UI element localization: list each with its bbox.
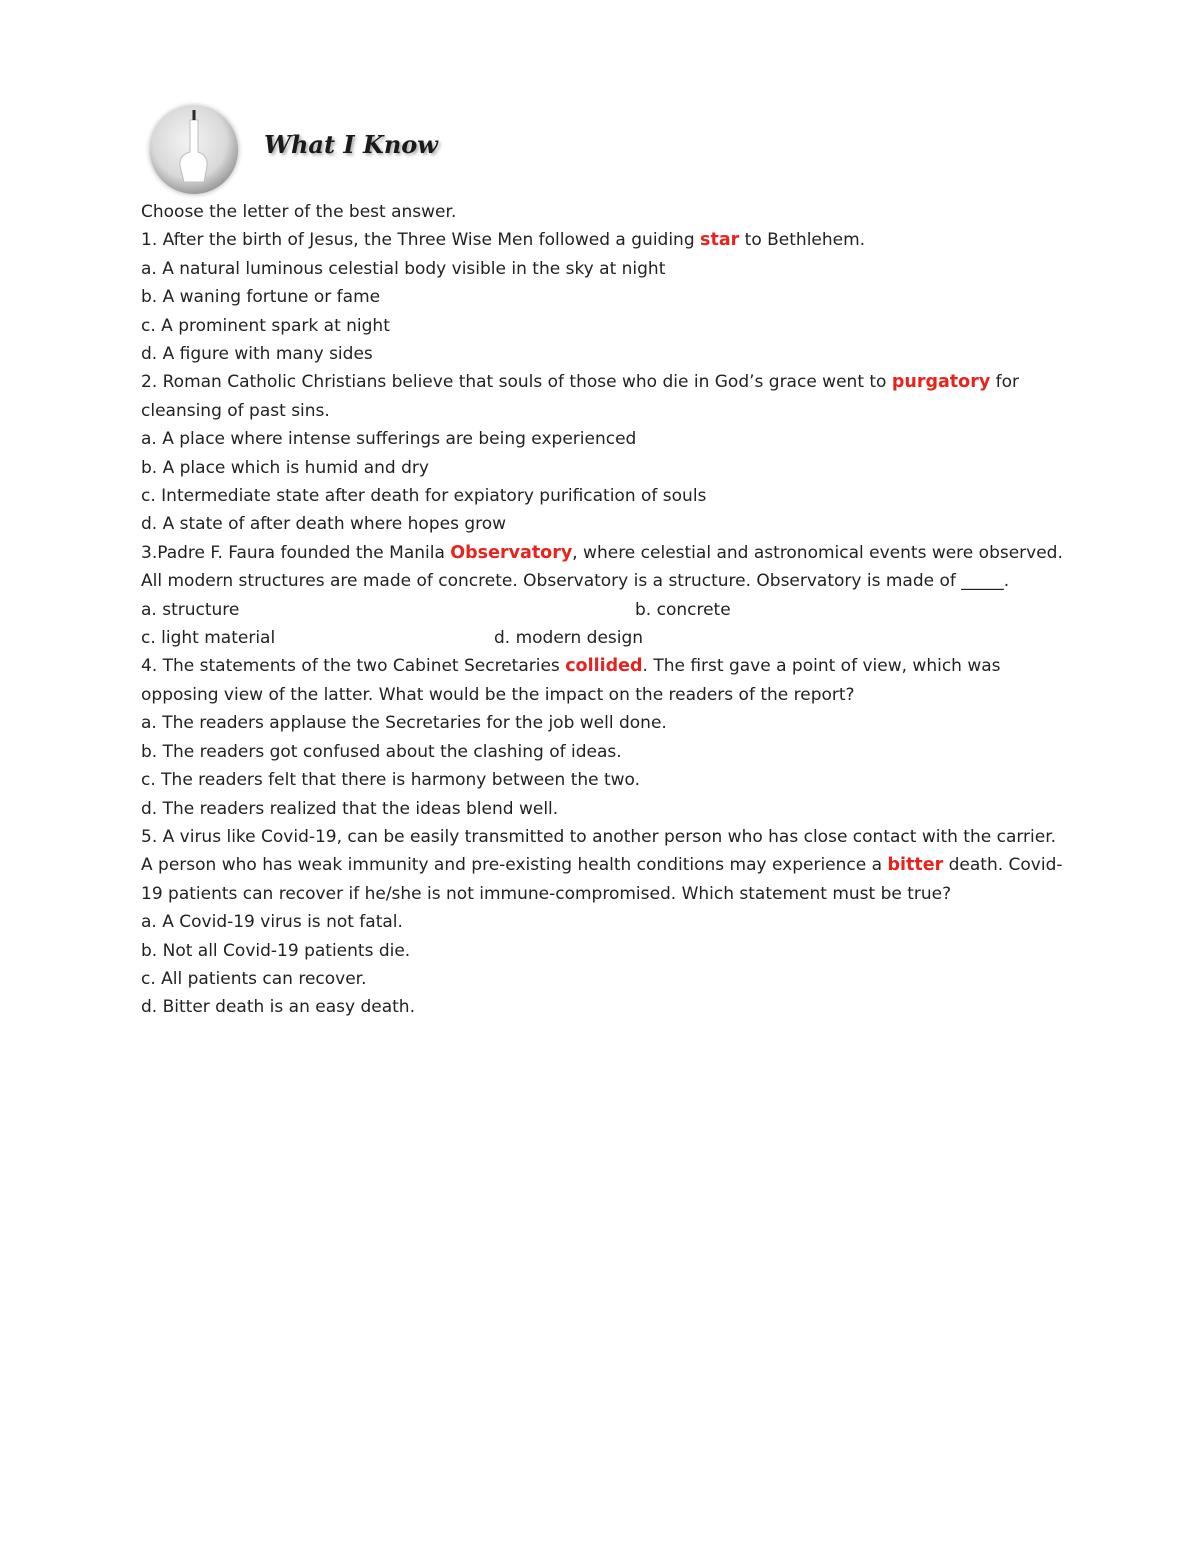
question-3-choices-row-2: [141, 624, 1066, 652]
question-5: [141, 823, 1066, 908]
question-4-choice-b: b. The readers got confused about the clashing of ideas.: [141, 741, 622, 762]
question-2-choice-b: b. A place which is humid and dry: [141, 457, 429, 478]
question-5-keyword: bitter: [887, 855, 944, 876]
question-3-choice-c: c. light material: [141, 628, 276, 649]
section-header: [140, 100, 480, 200]
question-1-choice-b: b. A waning fortune or fame: [141, 287, 381, 308]
question-5-choice-c: c. All patients can recover.: [141, 968, 367, 989]
question-3: [141, 539, 1066, 596]
question-3-text-end: , where celestial and astronomical events were observed. All modern structures are made of concrete. Observatory is a structure. Observatory is made of _____.: [141, 542, 1063, 592]
question-4-choice-d: d. The readers realized that the ideas blend well.: [141, 798, 559, 819]
instruction: Choose the letter of the best answer.: [141, 202, 457, 222]
question-1-keyword: star: [700, 230, 740, 251]
question-4-text-end: . The first gave a point of view, which was opposing view of the latter. What would be the impact on the readers of the report?: [141, 656, 1001, 705]
question-3-choice-d: d. modern design: [494, 628, 644, 649]
question-1-text: 1. After the birth of Jesus, the Three Wise Men followed a guiding: [141, 230, 701, 251]
question-2-keyword: purgatory: [891, 372, 991, 393]
question-3-choices-row-1: [141, 596, 1066, 624]
question-2: [141, 368, 1066, 425]
question-2-choice-c: c. Intermediate state after death for expiatory purification of souls: [141, 486, 707, 507]
question-2-text-end: for cleansing of past sins.: [141, 372, 1020, 421]
question-4: [141, 652, 1066, 709]
question-3-choice-a: a. structure: [141, 599, 240, 620]
question-3-keyword: Observatory: [450, 542, 573, 563]
question-1-text-end: to Bethlehem.: [739, 230, 866, 251]
question-4-choice-c: c. The readers felt that there is harmony between the two.: [141, 770, 641, 791]
question-5-text-end: death. Covid-19 patients can recover if he/she is not immune-compromised. Which statement must be true?: [141, 855, 1063, 904]
question-4-text: 4. The statements of the two Cabinet Secretaries: [141, 656, 566, 677]
question-1-choice-c: c. A prominent spark at night: [141, 315, 390, 336]
question-5-text: 5. A virus like Covid-19, can be easily transmitted to another person who has close contact with the carrier. A person who has weak immunity and pre-existing health conditions may experience a: [141, 826, 1057, 876]
question-4-choice-a: a. The readers applause the Secretaries for the job well done.: [141, 713, 667, 734]
question-5-choice-a: a. A Covid-19 virus is not fatal.: [141, 912, 403, 933]
finger-up-icon: [140, 100, 250, 200]
question-1: [141, 226, 1066, 254]
question-1-choice-d: d. A figure with many sides: [141, 344, 373, 365]
worksheet-content: [141, 198, 1066, 1022]
question-2-text: 2. Roman Catholic Christians believe that souls of those who die in God’s grace went to: [141, 372, 892, 393]
question-2-choice-a: a. A place where intense sufferings are being experienced: [141, 429, 637, 450]
question-3-choice-b: b. concrete: [635, 599, 731, 620]
question-5-choice-d: d. Bitter death is an easy death.: [141, 997, 415, 1018]
question-3-text: 3.Padre F. Faura founded the Manila: [141, 542, 451, 563]
question-1-choice-a: a. A natural luminous celestial body visible in the sky at night: [141, 258, 666, 279]
question-4-keyword: collided: [565, 656, 643, 677]
section-title: What I Know: [264, 130, 438, 159]
question-2-choice-d: d. A state of after death where hopes grow: [141, 514, 507, 535]
question-5-choice-b: b. Not all Covid-19 patients die.: [141, 940, 411, 961]
